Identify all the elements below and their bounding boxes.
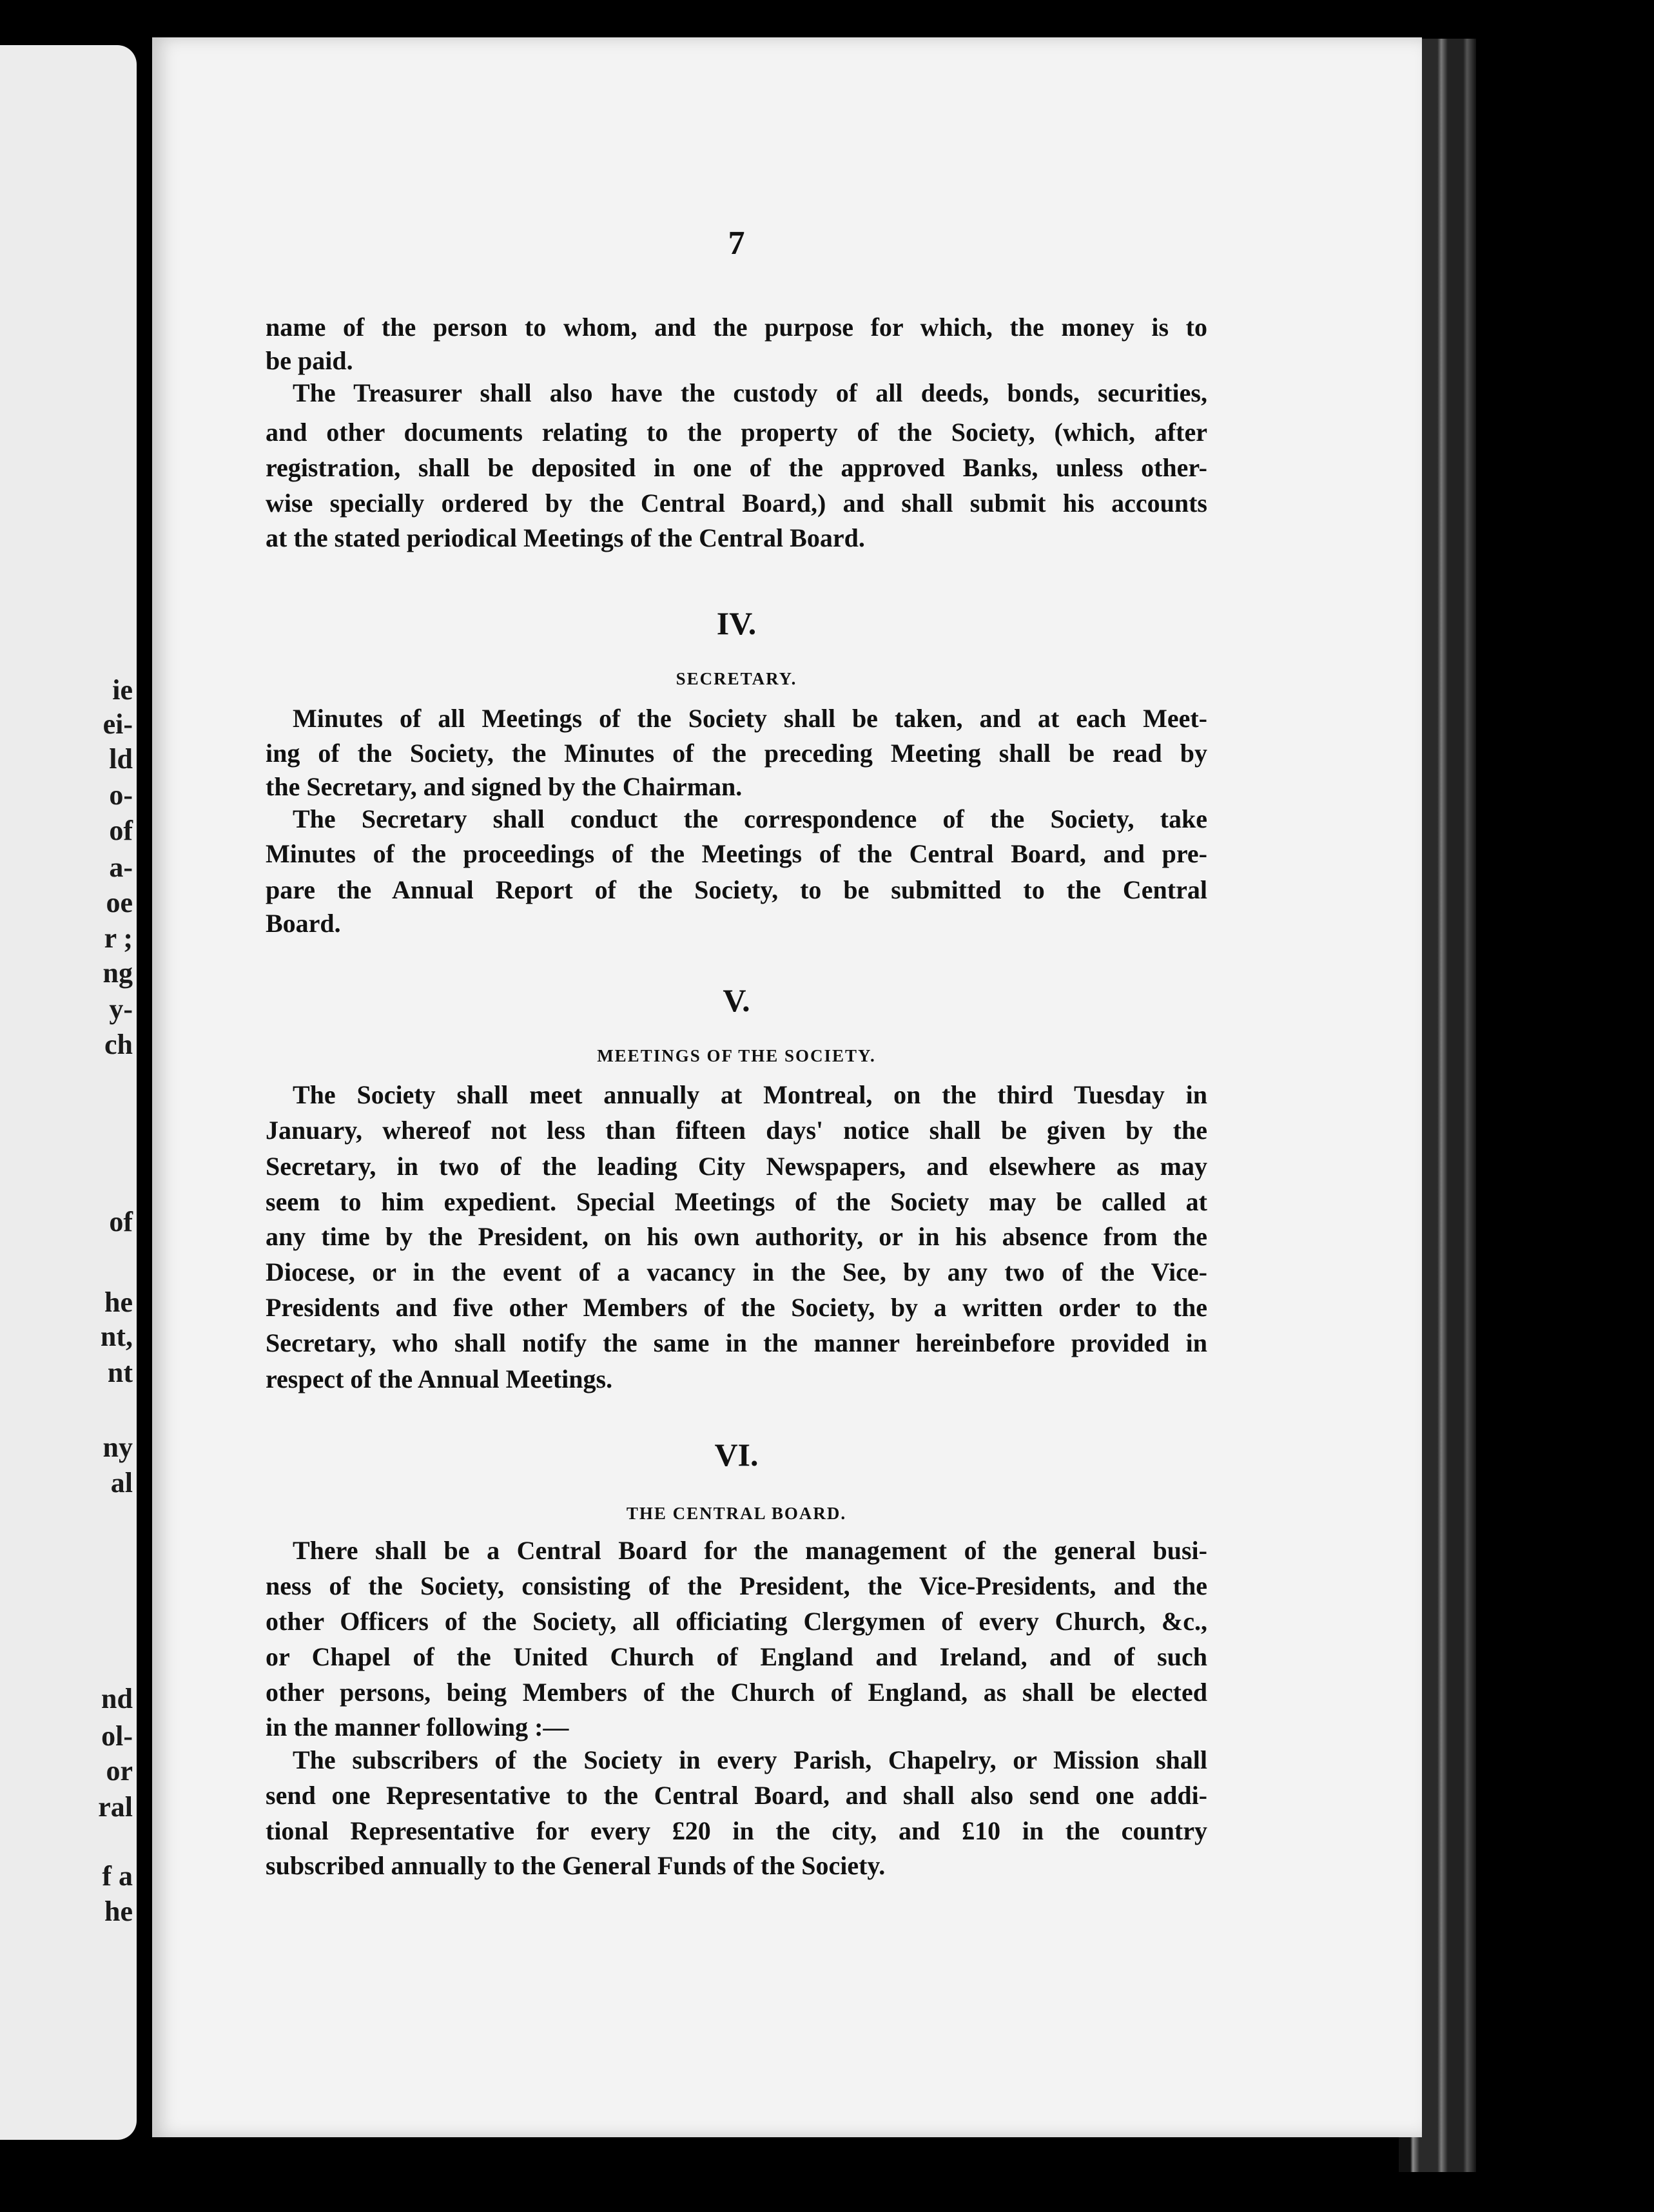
left-page-text-fragment: f a <box>102 1860 133 1892</box>
book-page <box>152 37 1422 2137</box>
page-number: 7 <box>728 225 745 262</box>
text-line: There shall be a Central Board for the management of the general busi- <box>293 1536 1207 1565</box>
text-line: Minutes of all Meetings of the Society shall be taken, and at each Meet- <box>293 704 1207 733</box>
text-line: Minutes of the proceedings of the Meetings of the Central Board, and pre- <box>266 839 1207 868</box>
section-subheading: MEETINGS OF THE SOCIETY. <box>597 1046 876 1065</box>
left-page-text-fragment: nd <box>101 1683 133 1714</box>
text-line: tional Representative for every £20 in the city, and £10 in the country <box>266 1816 1207 1845</box>
text-line: ing of the Society, the Minutes of the preceding Meeting shall be read by <box>266 739 1207 768</box>
text-line: or Chapel of the United Church of England and Ireland, and of such <box>266 1642 1207 1671</box>
left-page-text-fragment: of <box>109 1206 133 1237</box>
text-line: subscribed annually to the General Funds of the Society. <box>266 1851 886 1880</box>
text-line: pare the Annual Report of the Society, to be submitted to the Central <box>266 875 1207 904</box>
left-page-text-fragment: r ; <box>104 922 133 954</box>
text-line: other persons, being Members of the Church of England, as shall be elected <box>266 1678 1207 1707</box>
text-line: name of the person to whom, and the purpose for which, the money is to <box>266 313 1207 342</box>
left-page-text-fragment: ol- <box>101 1720 133 1752</box>
text-line: any time by the President, on his own authority, or in his absence from the <box>266 1222 1207 1251</box>
text-line: registration, shall be deposited in one of the approved Banks, unless other- <box>266 453 1207 482</box>
text-line: send one Representative to the Central Board, and shall also send one addi- <box>266 1781 1207 1810</box>
text-line: Board. <box>266 909 341 938</box>
left-page-text-fragment: or <box>106 1755 133 1787</box>
left-page-text-fragment: ei- <box>102 708 133 740</box>
left-page-text-fragment: oe <box>106 887 133 918</box>
section-subheading: THE CENTRAL BOARD. <box>626 1504 847 1523</box>
section-heading: V. <box>723 982 750 1018</box>
left-page-text-fragment: he <box>104 1896 133 1927</box>
section-heading: IV. <box>716 605 757 641</box>
section-subheading: SECRETARY. <box>676 669 797 688</box>
text-line: the Secretary, and signed by the Chairman. <box>266 772 743 801</box>
text-line: The Secretary shall conduct the correspondence of the Society, take <box>293 804 1207 833</box>
left-page-edge <box>0 45 137 2140</box>
text-line: Secretary, in two of the leading City Newspapers, and elsewhere as may <box>266 1152 1207 1181</box>
text-line: Diocese, or in the event of a vacancy in the See, by any two of the Vice- <box>266 1257 1207 1286</box>
left-page-text-fragment: o- <box>109 779 133 811</box>
text-line: wise specially ordered by the Central Board,) and shall submit his accounts <box>266 489 1207 518</box>
left-page-text-fragment: ral <box>98 1791 133 1823</box>
text-line: ness of the Society, consisting of the President, the Vice-Presidents, and the <box>266 1571 1207 1600</box>
left-page-text-fragment: ch <box>104 1029 133 1060</box>
left-page-text-fragment: nt, <box>100 1321 133 1352</box>
left-page-text-fragment: ie <box>112 674 133 706</box>
left-page-text-fragment: al <box>110 1467 133 1499</box>
text-line: respect of the Annual Meetings. <box>266 1364 613 1393</box>
text-line: The Treasurer shall also have the custody of all deeds, bonds, securities, <box>293 378 1207 407</box>
section-heading: VI. <box>714 1437 759 1473</box>
left-page-text-fragment: y- <box>109 993 133 1025</box>
text-line: Secretary, who shall notify the same in the manner hereinbefore provided in <box>266 1328 1207 1357</box>
text-line: in the manner following :— <box>266 1712 569 1741</box>
text-line: Presidents and five other Members of the Society, by a written order to the <box>266 1293 1207 1322</box>
left-page-text-fragment: ny <box>102 1431 133 1463</box>
text-line: The subscribers of the Society in every Parish, Chapelry, or Mission shall <box>293 1745 1207 1774</box>
text-line: January, whereof not less than fifteen days' notice shall be given by the <box>266 1116 1207 1145</box>
left-page-text-fragment: ld <box>109 743 133 775</box>
text-line: The Society shall meet annually at Montreal, on the third Tuesday in <box>293 1080 1207 1109</box>
text-line: seem to him expedient. Special Meetings of the Society may be called at <box>266 1187 1207 1216</box>
left-page-text-fragment: ng <box>102 957 133 989</box>
left-page-text-fragment: of <box>109 815 133 846</box>
left-page-text-fragment: nt <box>107 1357 133 1388</box>
left-page-text-fragment: a- <box>109 851 133 883</box>
left-page-text-fragment: he <box>104 1286 133 1318</box>
text-line: at the stated periodical Meetings of the Central Board. <box>266 523 865 552</box>
text-line: other Officers of the Society, all officiating Clergymen of every Church, &c., <box>266 1607 1207 1636</box>
text-line: and other documents relating to the property of the Society, (which, after <box>266 418 1207 447</box>
text-line: be paid. <box>266 346 353 375</box>
